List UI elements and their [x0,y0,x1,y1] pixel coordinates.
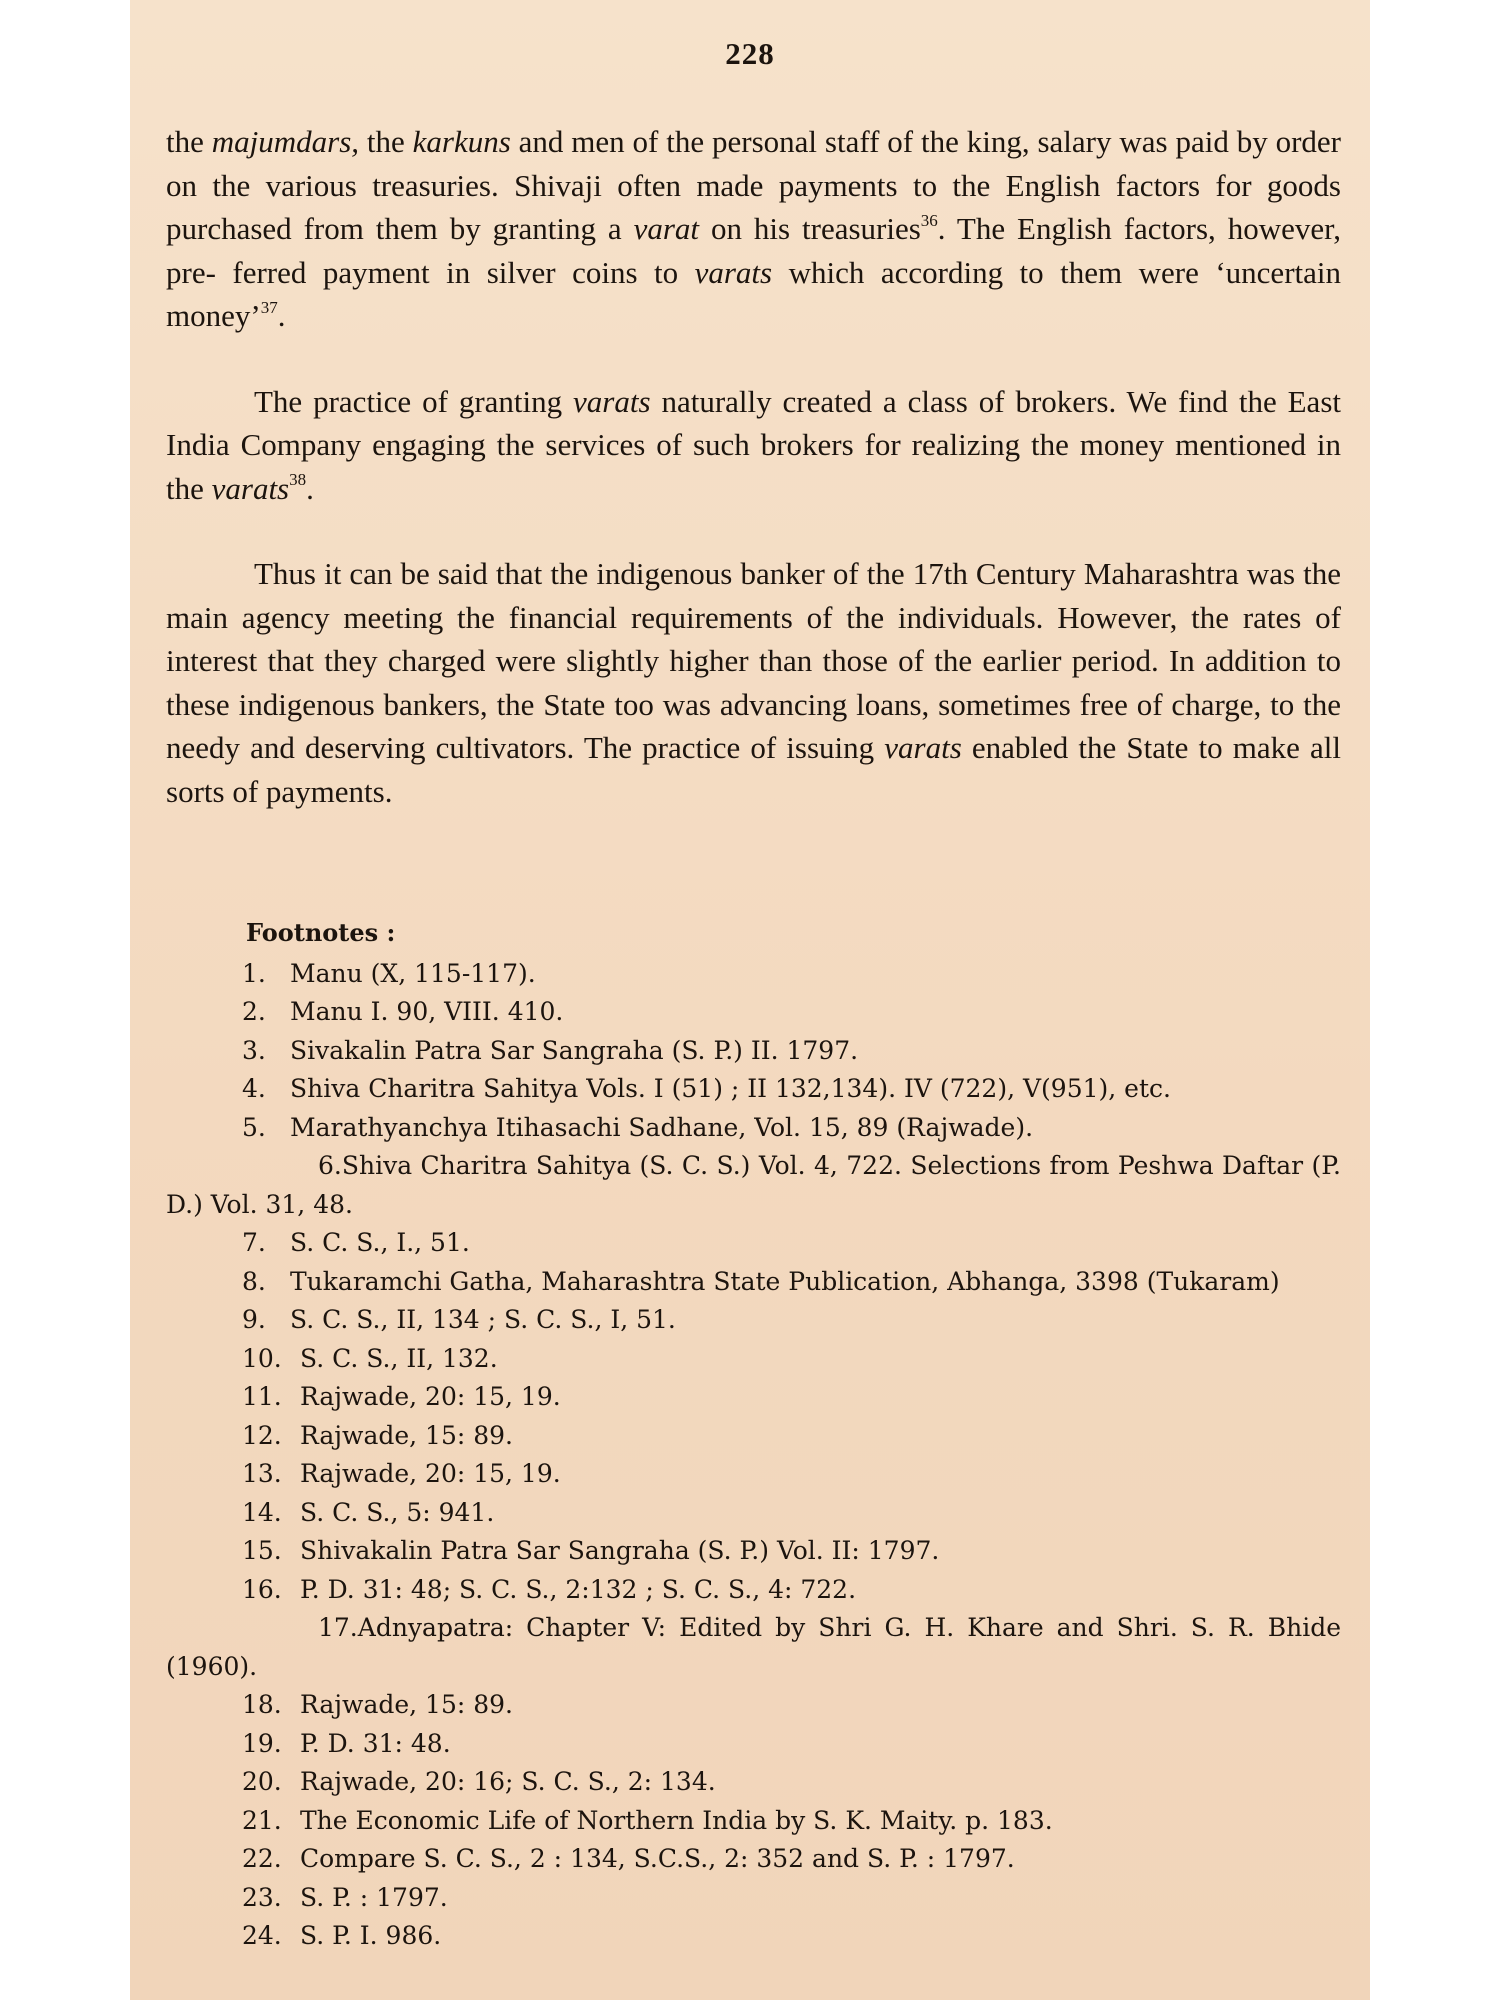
footnotes-heading: Footnotes : [246,918,396,947]
footnote-item [166,1263,1341,1302]
footnote-text: Rajwade, 20: 15, 19. [300,1382,561,1411]
footnote-number: 8. [242,1266,266,1296]
footnote-item [166,1609,1341,1686]
footnote-number: 17. [318,1613,358,1642]
footnote-item [166,1532,1341,1571]
footnote-text: Compare S. C. S., 2 : 134, S.C.S., 2: 352 and S. P. : 1797. [300,1844,1015,1873]
footnote-number: 13. [242,1459,282,1488]
footnote-text: Marathyanchya Itihasachi Sadhane, Vol. 15, 89 (Rajwade). [290,1112,1034,1142]
footnote-text: Adnyapatra: Chapter V: Edited by Shri G. H. Khare and Shri. S. R. Bhide (1960). [166,1613,1341,1681]
footnote-reference: 37 [260,297,278,317]
text-run: Thus it can be said that the indigenous banker of the 17th Century Maharashtra was the main agency meeting the financial requirements of the individuals. However, the rates of interest that they charged were slightly higher than those of the earlier period. In addition to these indigenous bankers, the State too was advancing loans, sometimes free of charge, to the needy and deserving cultivators. The practice of issuing [166,556,1341,765]
footnote-number: 18. [242,1690,282,1719]
text-run: . [277,298,286,333]
footnote-text: P. D. 31: 48; S. C. S., 2:132 ; S. C. S., 4: 722. [300,1574,857,1604]
italic-term: majumdars, [211,124,360,159]
footnote-text: Rajwade, 15: 89. [300,1420,513,1450]
footnote-number: 12. [242,1420,282,1450]
footnote-text: S. P. : 1797. [300,1882,448,1912]
footnote-item [166,1378,1341,1417]
paragraph-2 [166,380,1341,511]
footnote-number: 2. [242,997,266,1026]
footnote-text: Rajwade, 20: 16; S. C. S., 2: 134. [300,1767,716,1796]
text-run: on his treasuries [699,211,921,246]
footnote-item [166,955,1341,994]
footnote-text: Sivakalin Patra Sar Sangraha (S. P.) II. 1797. [290,1035,859,1065]
footnote-item [166,1802,1341,1841]
footnote-item [166,993,1341,1032]
footnote-text: S. C. S., 5: 941. [300,1497,495,1527]
text-run: and men of the personal staff of the king, salary was paid by order on the various treasuries. Shivaji often made payments to the English factors for goods purchased from them by granting a [166,124,1341,246]
footnote-text: Tukaramchi Gatha, Maharashtra State Publication, Abhanga, 3398 (Tukaram) [290,1266,1280,1296]
footnote-text: Rajwade, 15: 89. [300,1690,513,1719]
footnote-item [166,1147,1341,1224]
footnote-text: S. C. S., II, 134 ; S. C. S., I, 51. [290,1305,676,1334]
footnote-item [166,1763,1341,1802]
footnote-item [166,1917,1341,1956]
footnote-number: 1. [242,958,266,988]
footnote-text: S. C. S., I., 51. [290,1228,470,1257]
footnote-number: 9. [242,1305,266,1334]
footnote-number: 15. [242,1536,282,1565]
body-text [166,120,1341,813]
footnote-text: Manu I. 90, VIII. 410. [290,997,564,1026]
italic-term: varats [211,470,290,506]
footnote-text: S. C. S., II, 132. [300,1343,498,1373]
italic-term: varats [884,730,962,765]
footnote-item [166,1070,1341,1109]
italic-term: varats [573,383,651,419]
footnote-number: 20. [242,1767,282,1796]
footnote-item [166,1571,1341,1610]
footnote-item [166,1032,1341,1071]
footnote-item [166,1340,1341,1379]
footnote-text: Shiva Charitra Sahitya Vols. I (51) ; II 132,134). IV (722), V(951), etc. [290,1074,1171,1103]
footnote-item [166,1301,1341,1340]
footnote-text: Shivakalin Patra Sar Sangraha (S. P.) Vol. II: 1797. [300,1536,940,1565]
footnote-item [166,1686,1341,1725]
text-run: . The English factors, however, pre- ferred payment in silver coins to [166,211,1341,290]
footnote-item [166,1224,1341,1263]
footnote-number: 21. [242,1805,282,1835]
paragraph-3 [166,552,1341,813]
footnote-number: 7. [242,1228,266,1257]
footnote-reference: 36 [920,210,938,230]
footnote-number: 14. [242,1497,282,1527]
text-run: the [359,124,413,159]
footnote-number: 24. [242,1921,282,1950]
italic-term: varat [633,211,700,246]
footnote-item [166,1879,1341,1918]
italic-term: karkuns [412,124,511,159]
footnote-item [166,1455,1341,1494]
italic-term: varats [694,254,773,290]
page-number: 228 [725,36,775,71]
footnote-number: 3. [242,1035,266,1065]
footnote-item [166,1840,1341,1879]
footnote-number: 23. [242,1882,282,1912]
text-run: The practice of granting [254,383,574,419]
footnote-number: 19. [242,1728,282,1758]
text-run: naturally created a class of brokers. We find the East India Company engaging the services of such brokers for realizing the money mentioned in the [166,383,1341,506]
footnote-text: Rajwade, 20: 15, 19. [300,1459,561,1488]
footnote-reference: 38 [289,470,307,490]
footnote-number: 11. [242,1382,282,1411]
footnote-number: 5. [242,1112,266,1142]
text-run: which according to them were ‘uncertain money’ [166,254,1342,333]
footnote-text: Shiva Charitra Sahitya (S. C. S.) Vol. 4, 722. Selections from Peshwa Daftar (P. D.) Vol. 31, 48. [166,1151,1341,1219]
footnote-text: Manu (X, 115-117). [290,958,536,988]
footnote-item [166,1725,1341,1764]
text-run: the [166,124,212,159]
footnote-number: 22. [242,1844,282,1873]
footnote-item [166,1109,1341,1148]
footnote-text: P. D. 31: 48. [300,1728,451,1758]
footnotes-list [166,955,1341,1956]
footnote-number: 16. [242,1574,282,1604]
footnote-number: 4. [242,1074,266,1103]
text-run: enabled the State to make all sorts of payments. [166,730,1341,809]
footnote-number: 6. [318,1151,342,1180]
footnotes-section [166,914,1341,1956]
footnote-text: S. P. I. 986. [300,1921,442,1950]
footnote-item [166,1417,1341,1456]
text-run: . [306,470,314,506]
footnote-text: The Economic Life of Northern India by S. K. Maity. p. 183. [300,1805,1053,1835]
book-page [130,0,1370,2000]
footnote-number: 10. [242,1343,282,1373]
paragraph-1 [166,120,1341,338]
footnote-item [166,1494,1341,1533]
